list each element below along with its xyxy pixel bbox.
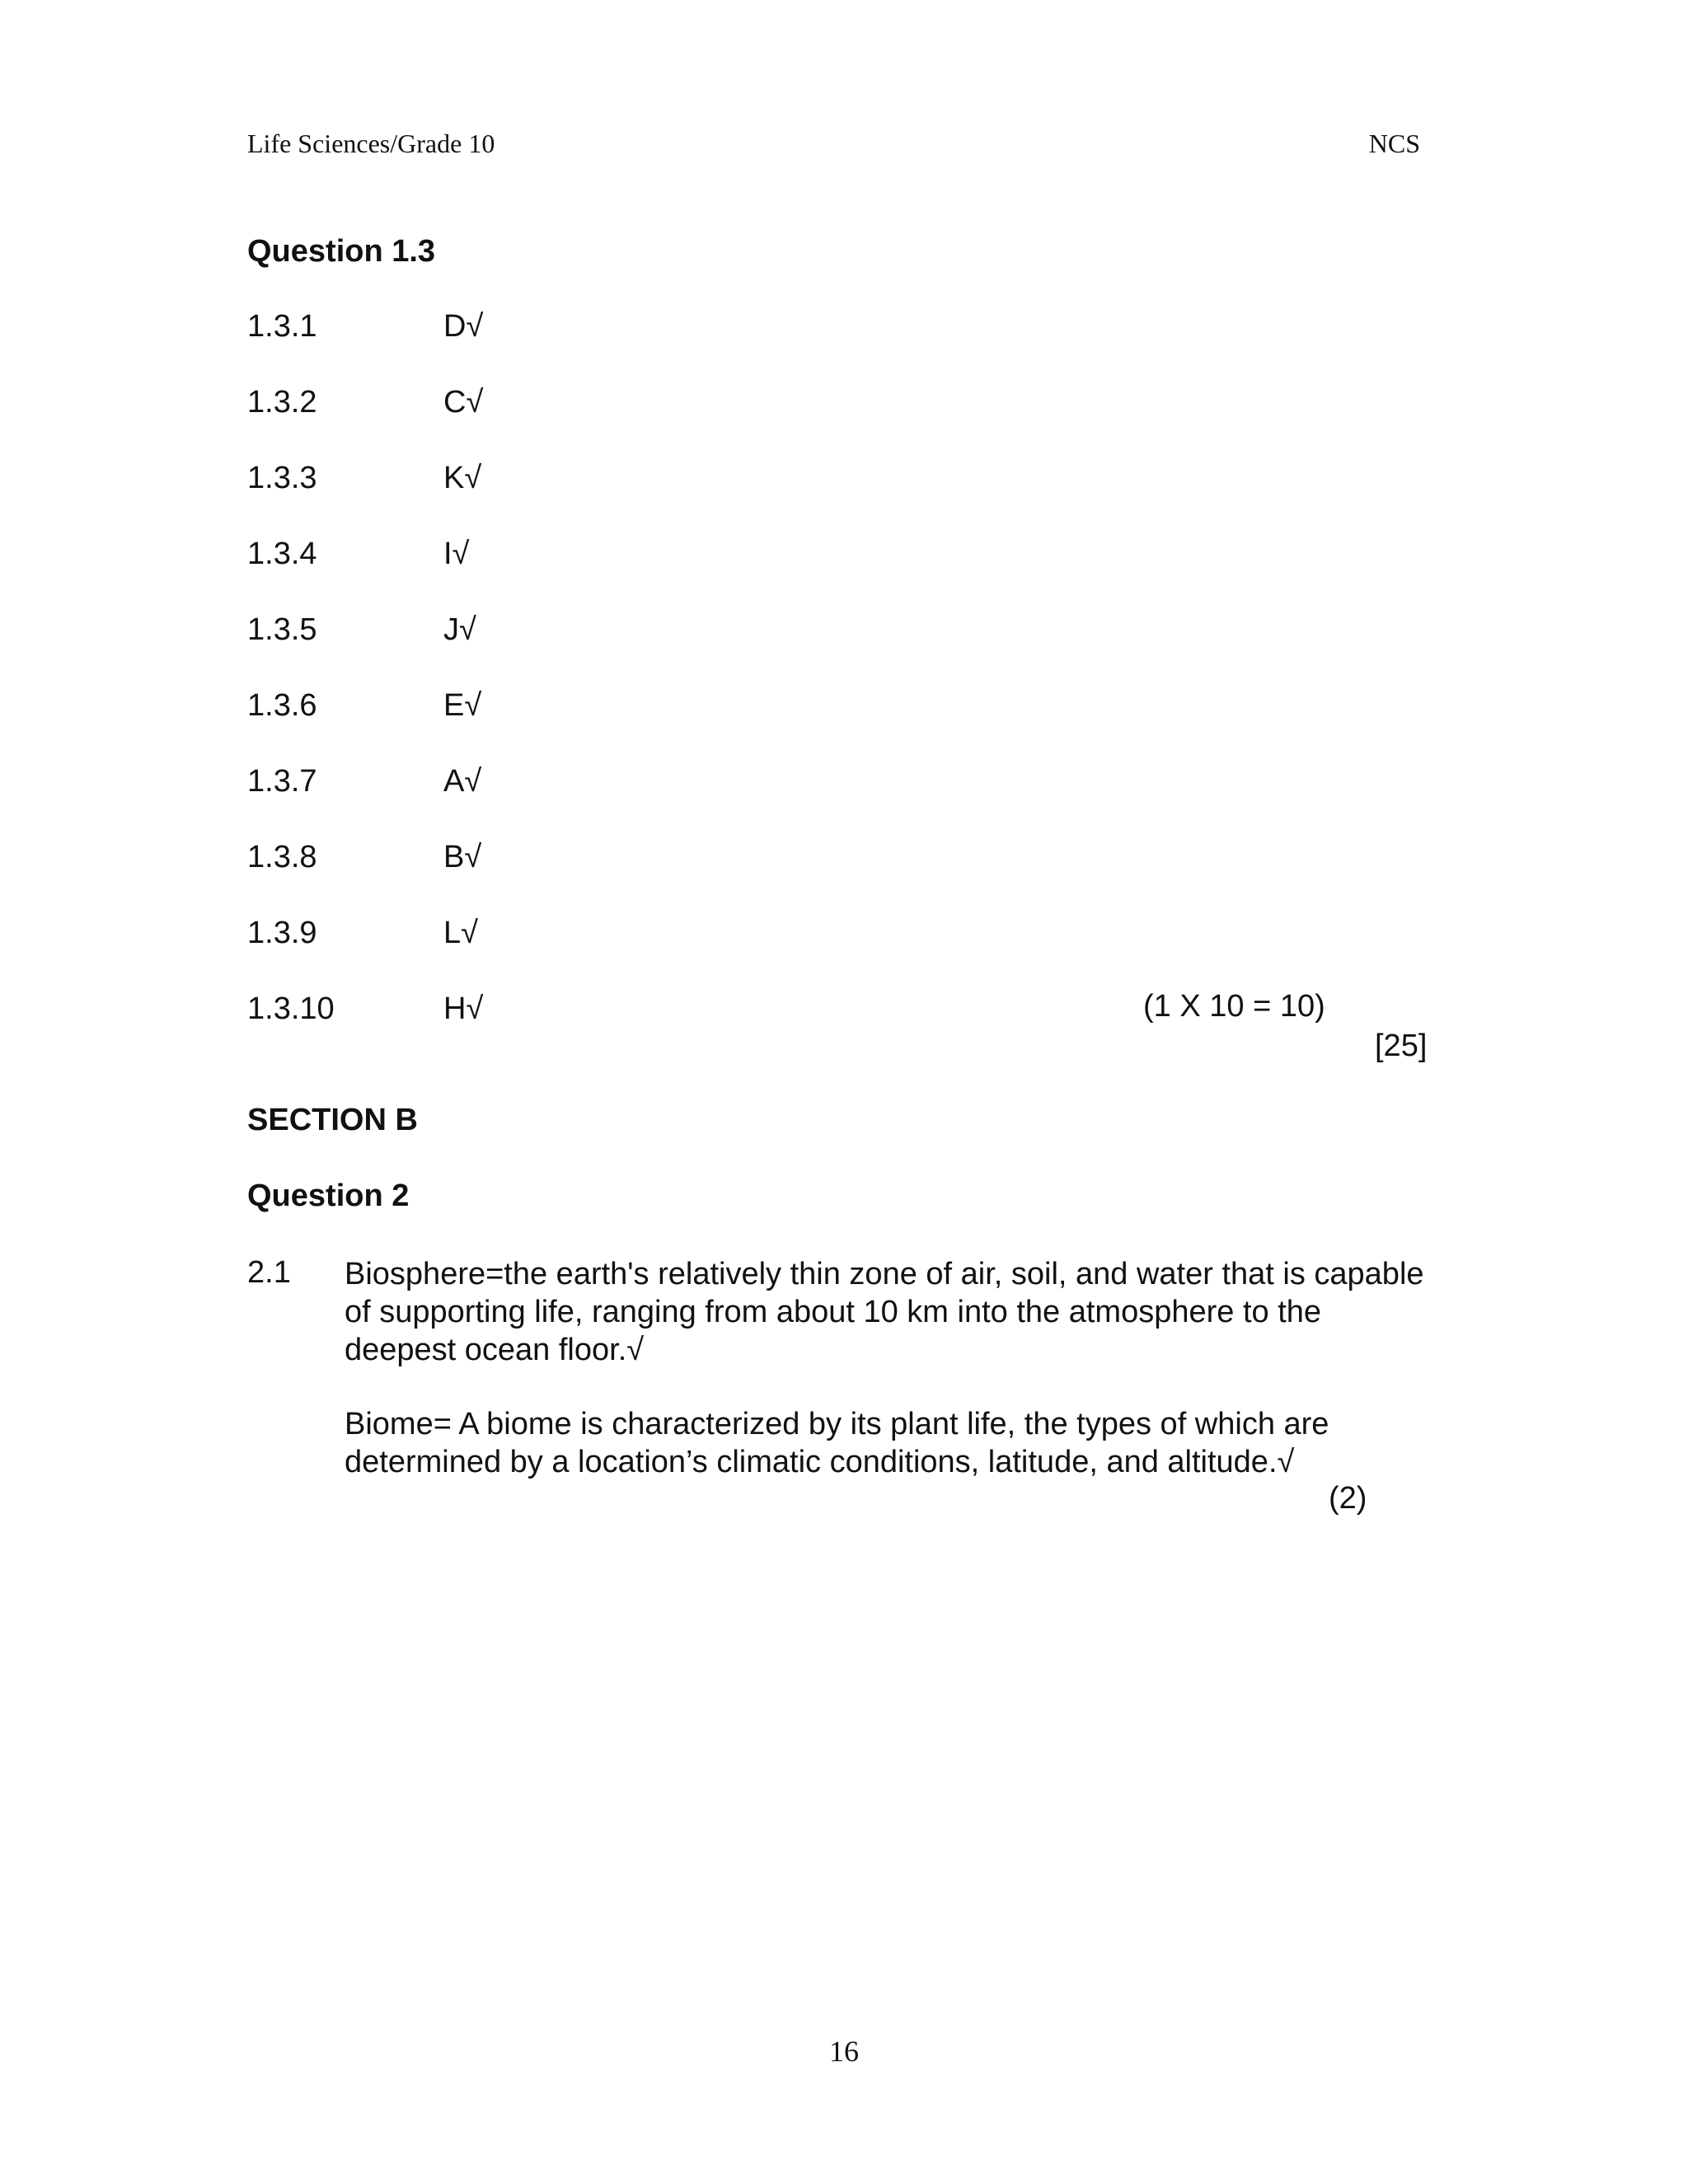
answer-number: 1.3.6 <box>247 688 317 723</box>
answer-number: 1.3.7 <box>247 764 317 799</box>
answer-number: 1.3.9 <box>247 916 317 950</box>
question-2-1-number: 2.1 <box>247 1255 291 1290</box>
answer-row <box>247 764 1442 840</box>
biosphere-definition: Biosphere=the earth's relatively thin zone of air, soil, and water that is capable of supporting life, ranging from about 10 km into the atmosphere to the deepest ocean floor.√ <box>345 1257 1424 1367</box>
question-2-title: Question 2 <box>247 1179 410 1213</box>
answer-value: H√ <box>443 991 484 1026</box>
answer-row <box>247 461 1442 537</box>
answer-row <box>247 309 1442 385</box>
answer-row <box>247 688 1442 764</box>
answer-value: A√ <box>443 764 482 799</box>
answer-row <box>247 385 1442 461</box>
answer-list <box>247 309 1442 1067</box>
question-1-3-title: Question 1.3 <box>247 234 436 269</box>
answer-number: 1.3.4 <box>247 537 317 571</box>
answer-number: 1.3.8 <box>247 840 317 874</box>
answer-value: E√ <box>443 688 482 723</box>
header-curriculum: NCS <box>1368 129 1420 158</box>
answer-value: J√ <box>443 612 476 647</box>
answer-number: 1.3.3 <box>247 461 317 495</box>
answer-number: 1.3.5 <box>247 612 317 647</box>
answer-number: 1.3.2 <box>247 385 317 419</box>
answer-value: B√ <box>443 840 482 874</box>
section-b-title: SECTION B <box>247 1103 418 1137</box>
header-subject: Life Sciences/Grade 10 <box>247 129 495 158</box>
answer-value: D√ <box>443 309 484 344</box>
answer-value: K√ <box>443 461 482 495</box>
answer-value: I√ <box>443 537 470 571</box>
answer-value: C√ <box>443 385 484 419</box>
answer-number: 1.3.10 <box>247 991 335 1026</box>
question-2-1-answer <box>345 1255 1441 1481</box>
biome-definition: Biome= A biome is characterized by its plant life, the types of which are determined by a location’s climatic conditions, latitude, and altitude.√ <box>345 1407 1329 1479</box>
question-2-1-marks: (2) <box>1329 1481 1367 1516</box>
answer-value: L√ <box>443 916 478 950</box>
answer-row <box>247 840 1442 916</box>
section-a-total: [25] <box>1375 1029 1428 1063</box>
answer-row <box>247 612 1442 688</box>
answer-number: 1.3.1 <box>247 309 317 344</box>
answer-row <box>247 537 1442 612</box>
answer-row <box>247 916 1442 991</box>
page-number: 16 <box>829 2035 859 2068</box>
question-1-3-marks: (1 X 10 = 10) <box>1143 989 1325 1024</box>
